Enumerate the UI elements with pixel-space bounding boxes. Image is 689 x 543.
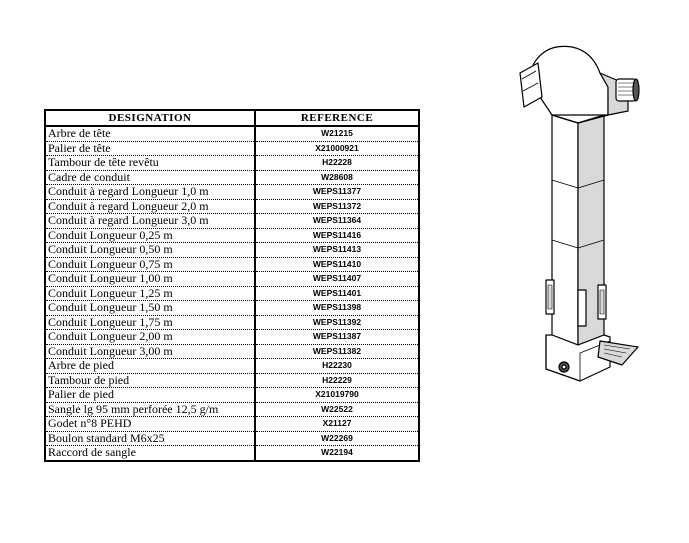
reference-cell: WEPS11377 — [255, 185, 419, 200]
designation-cell: Raccord de sangle — [45, 446, 255, 461]
table-row — [45, 126, 419, 141]
table-row — [45, 431, 419, 446]
reference-cell: WEPS11382 — [255, 344, 419, 359]
table-row — [45, 141, 419, 156]
designation-cell: Boulon standard M6x25 — [45, 431, 255, 446]
parts-reference-table — [44, 109, 420, 462]
reference-cell: WEPS11407 — [255, 272, 419, 287]
table-row — [45, 402, 419, 417]
reference-cell: W22269 — [255, 431, 419, 446]
table-row — [45, 388, 419, 403]
table-row — [45, 214, 419, 229]
head-left-flange — [520, 63, 542, 107]
table-row — [45, 315, 419, 330]
table-row — [45, 272, 419, 287]
reference-cell: WEPS11401 — [255, 286, 419, 301]
designation-cell: Conduit Longueur 0,75 m — [45, 257, 255, 272]
table-row — [45, 344, 419, 359]
reference-cell: H22228 — [255, 156, 419, 171]
reference-cell: H22230 — [255, 359, 419, 374]
reference-cell: WEPS11416 — [255, 228, 419, 243]
table-row — [45, 228, 419, 243]
designation-cell: Arbre de pied — [45, 359, 255, 374]
reference-cell: W22522 — [255, 402, 419, 417]
table-body — [45, 126, 419, 461]
reference-cell: X21019790 — [255, 388, 419, 403]
table-row — [45, 373, 419, 388]
reference-cell: WEPS11372 — [255, 199, 419, 214]
table-row — [45, 286, 419, 301]
designation-cell: Conduit Longueur 3,00 m — [45, 344, 255, 359]
designation-cell: Conduit Longueur 1,75 m — [45, 315, 255, 330]
designation-cell: Tambour de pied — [45, 373, 255, 388]
reference-cell: WEPS11387 — [255, 330, 419, 345]
designation-cell: Conduit Longueur 1,00 m — [45, 272, 255, 287]
table-row — [45, 330, 419, 345]
designation-cell: Conduit Longueur 0,50 m — [45, 243, 255, 258]
table-row — [45, 243, 419, 258]
reference-header: REFERENCE — [255, 110, 419, 126]
reference-cell: WEPS11410 — [255, 257, 419, 272]
reference-cell: WEPS11398 — [255, 301, 419, 316]
reference-cell: X21127 — [255, 417, 419, 432]
designation-cell: Godet n°8 PEHD — [45, 417, 255, 432]
designation-cell: Conduit Longueur 1,25 m — [45, 286, 255, 301]
designation-cell: Conduit à regard Longueur 2,0 m — [45, 199, 255, 214]
designation-cell: Cadre de conduit — [45, 170, 255, 185]
designation-cell: Conduit à regard Longueur 1,0 m — [45, 185, 255, 200]
designation-cell: Conduit à regard Longueur 3,0 m — [45, 214, 255, 229]
table-row — [45, 170, 419, 185]
reference-cell: W28608 — [255, 170, 419, 185]
table-row — [45, 257, 419, 272]
casing-front — [552, 115, 578, 345]
table-header-row — [45, 110, 419, 126]
designation-cell: Sangle lg 95 mm perforée 12,5 g/m — [45, 402, 255, 417]
reference-cell: WEPS11364 — [255, 214, 419, 229]
reference-cell: WEPS11413 — [255, 243, 419, 258]
designation-cell: Palier de tête — [45, 141, 255, 156]
inspection-bracket-right — [578, 290, 586, 326]
table-row — [45, 185, 419, 200]
table-row — [45, 156, 419, 171]
reference-cell: WEPS11392 — [255, 315, 419, 330]
table-row — [45, 446, 419, 461]
table-row — [45, 301, 419, 316]
reference-cell: W22194 — [321, 447, 353, 458]
reference-cell: H22229 — [255, 373, 419, 388]
designation-cell: Conduit Longueur 0,25 m — [45, 228, 255, 243]
bucket-elevator-icon — [500, 35, 650, 395]
head-hood — [533, 46, 608, 115]
designation-cell: Arbre de tête — [45, 126, 255, 141]
designation-cell: Conduit Longueur 1,50 m — [45, 301, 255, 316]
table-row — [45, 417, 419, 432]
designation-cell: Tambour de tête revêtu — [45, 156, 255, 171]
table-row — [45, 359, 419, 374]
designation-cell: Conduit Longueur 2,00 m — [45, 330, 255, 345]
reference-cell: W21215 — [255, 126, 419, 141]
designation-cell: Palier de pied — [45, 388, 255, 403]
designation-header: DESIGNATION — [45, 110, 255, 126]
table-row — [45, 199, 419, 214]
reference-cell: X21000921 — [255, 141, 419, 156]
